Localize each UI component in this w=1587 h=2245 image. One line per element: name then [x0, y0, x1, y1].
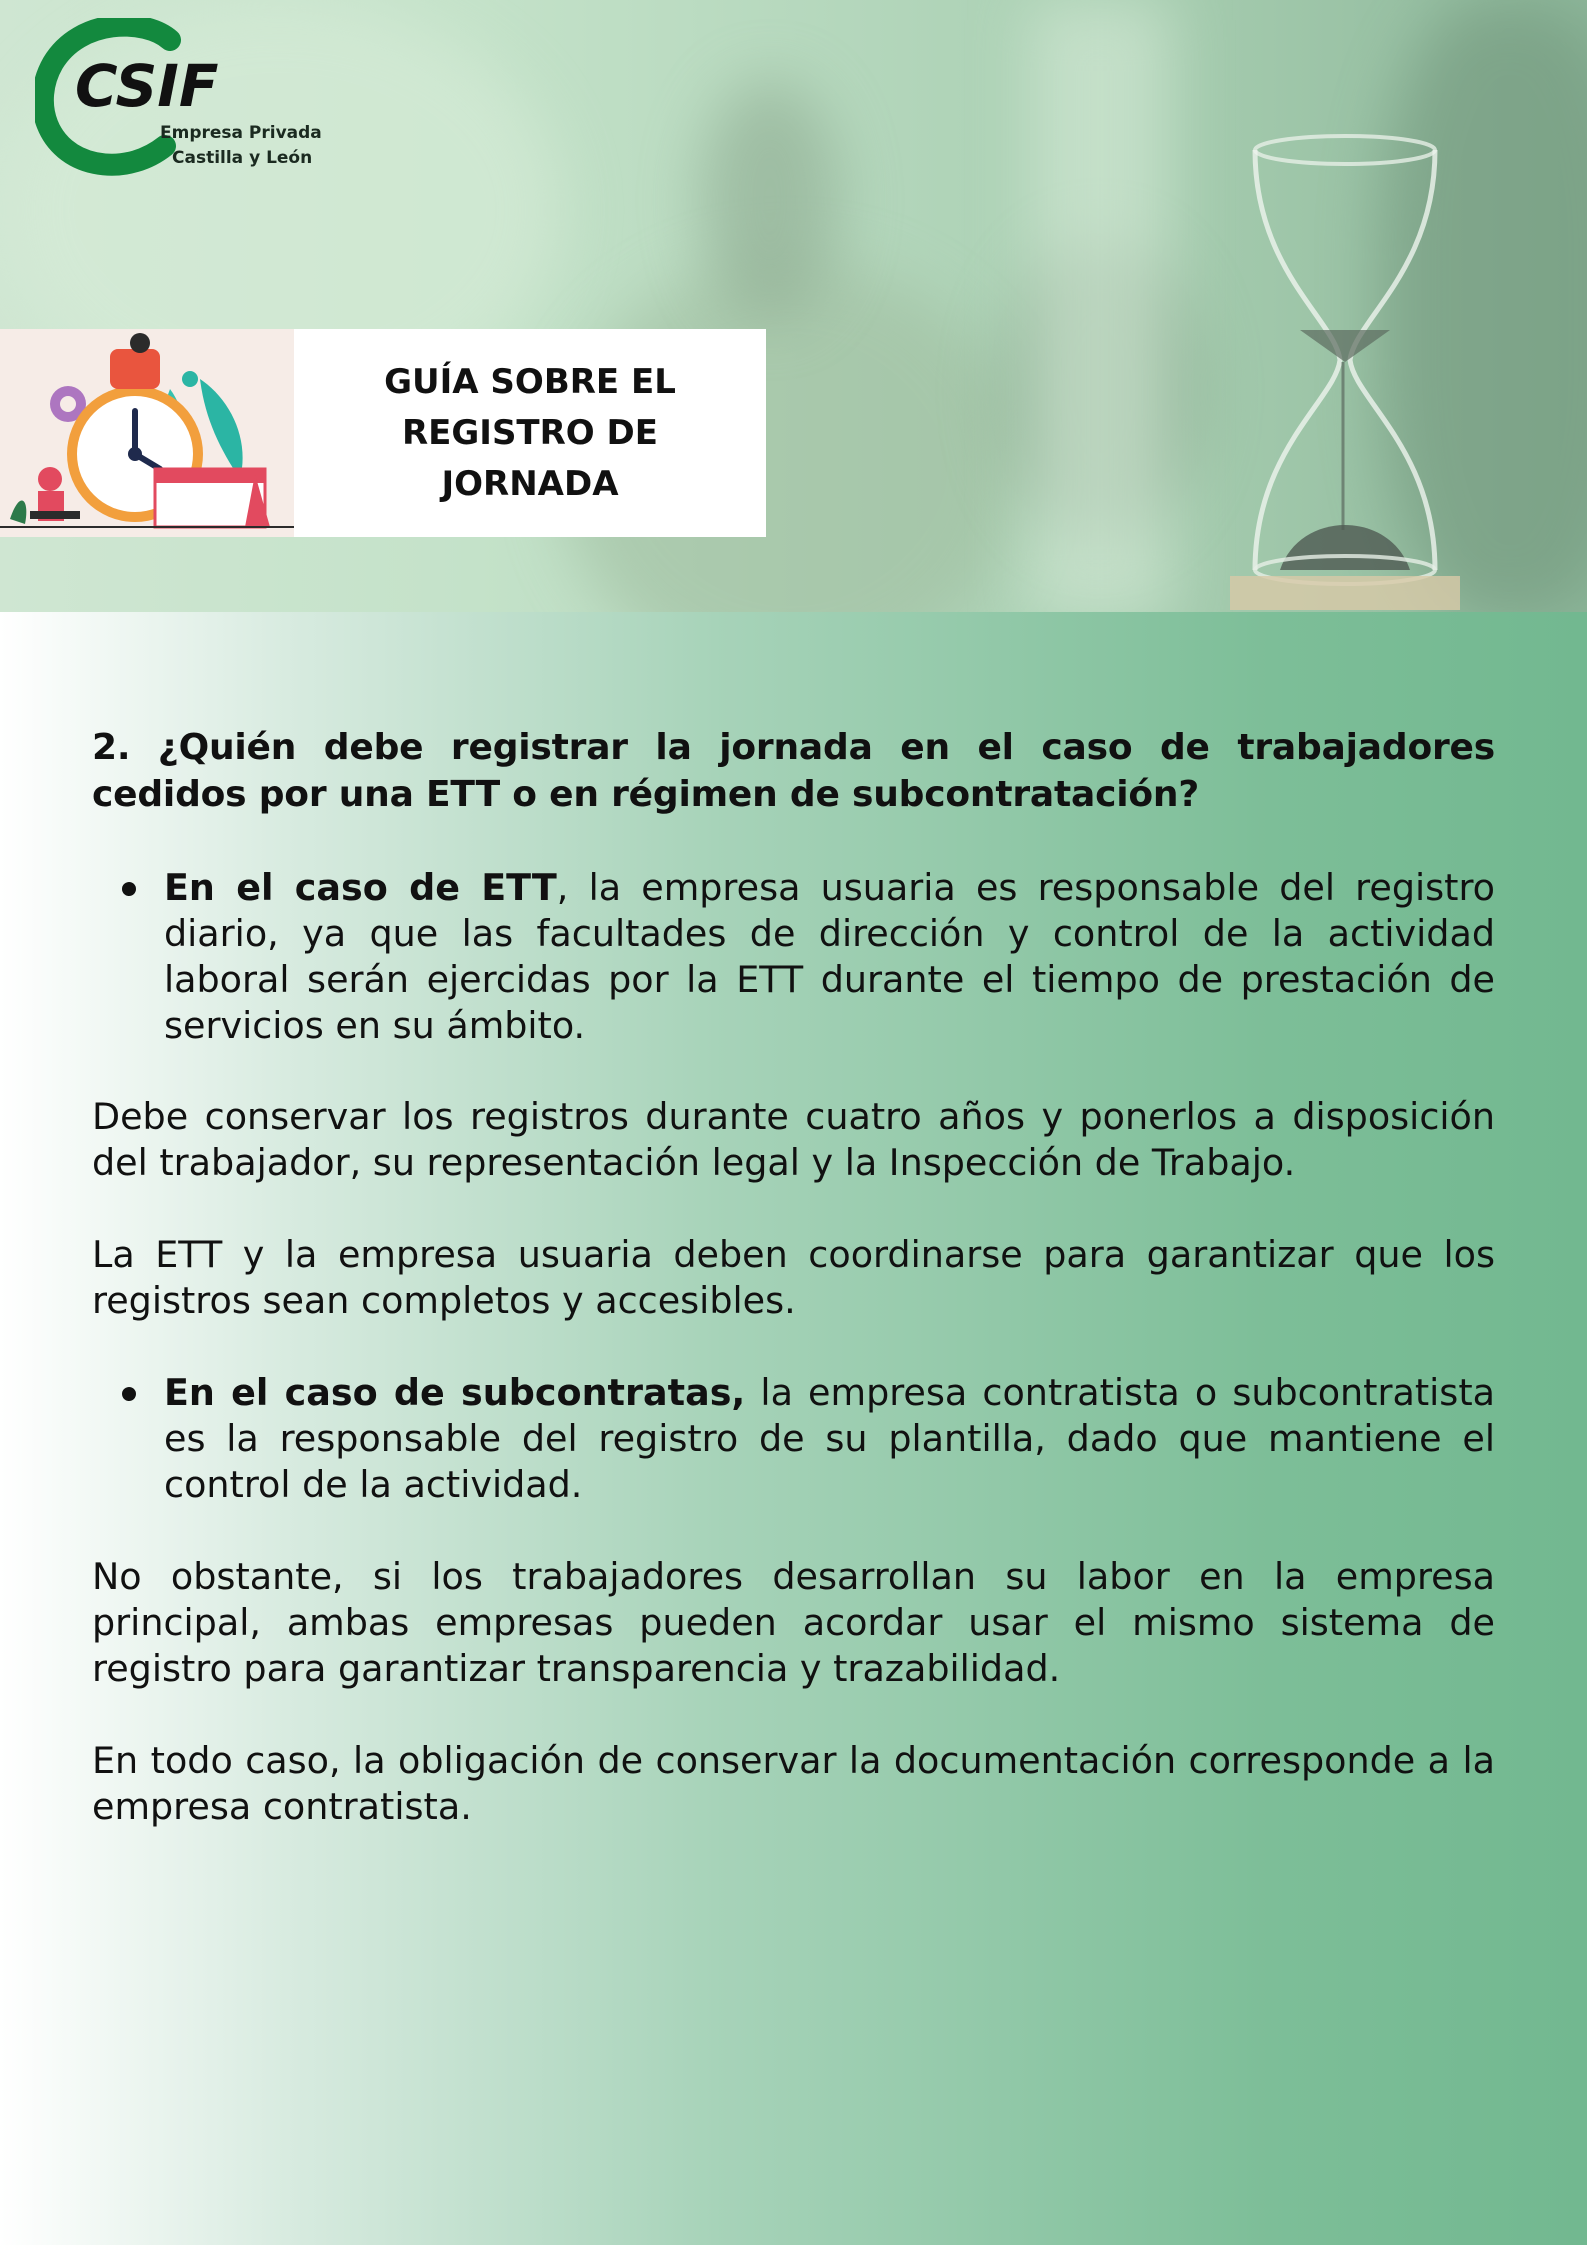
- paragraph-conservar: Debe conservar los registros durante cuatro años y ponerlos a disposición del trabajador, su representación legal y la Inspección de Trabajo.: [92, 1095, 1495, 1184]
- svg-text:Empresa Privada: Empresa Privada: [160, 123, 322, 143]
- clock-calendar-illustration: [0, 329, 294, 537]
- guide-title: GUÍA SOBRE EL REGISTRO DE JORNADA: [384, 361, 676, 504]
- bullet-dot: [122, 1387, 136, 1401]
- section-heading: 2. ¿Quién debe registrar la jornada en el caso de trabajadores cedidos por una ETT o en régimen de subcontratación?: [92, 727, 1495, 815]
- hourglass-image: [1230, 130, 1460, 610]
- bullet-ett: [92, 865, 1495, 1049]
- bullet-dot: [122, 882, 136, 896]
- bullet-ett-text: , la empresa usuaria es responsable del registro diario, ya que las facultades de dirección y control de la actividad laboral serán ejercidas por la ETT durante el tiempo de prestación de servicios en su ámbito.: [164, 866, 1495, 1047]
- bullet-subcontratas: [92, 1370, 1495, 1508]
- csif-logo: [35, 18, 335, 178]
- bullet-ett-bold: En el caso de ETT: [164, 866, 557, 909]
- svg-text:Castilla y León: Castilla y León: [172, 148, 313, 168]
- header-photo: [0, 0, 1587, 612]
- paragraph-coordinarse: La ETT y la empresa usuaria deben coordinarse para garantizar que los registros sean completos y accesibles.: [92, 1233, 1495, 1322]
- main-content: [92, 724, 1495, 1830]
- paragraph-en-todo-caso: En todo caso, la obligación de conservar la documentación corresponde a la empresa contratista.: [92, 1739, 1495, 1828]
- bullet-subcontratas-bold: En el caso de subcontratas,: [164, 1371, 746, 1414]
- svg-text:CSIF: CSIF: [75, 52, 219, 120]
- paragraph-no-obstante: No obstante, si los trabajadores desarrollan su labor en la empresa principal, ambas empresas pueden acordar usar el mismo sistema de registro para garantizar transparencia y trazabilidad.: [92, 1555, 1495, 1690]
- bullet-subcontratas-text: la empresa contratista o subcontratista es la responsable del registro de su plantilla, dado que mantiene el control de la actividad.: [164, 1371, 1496, 1506]
- guide-banner: [0, 329, 766, 537]
